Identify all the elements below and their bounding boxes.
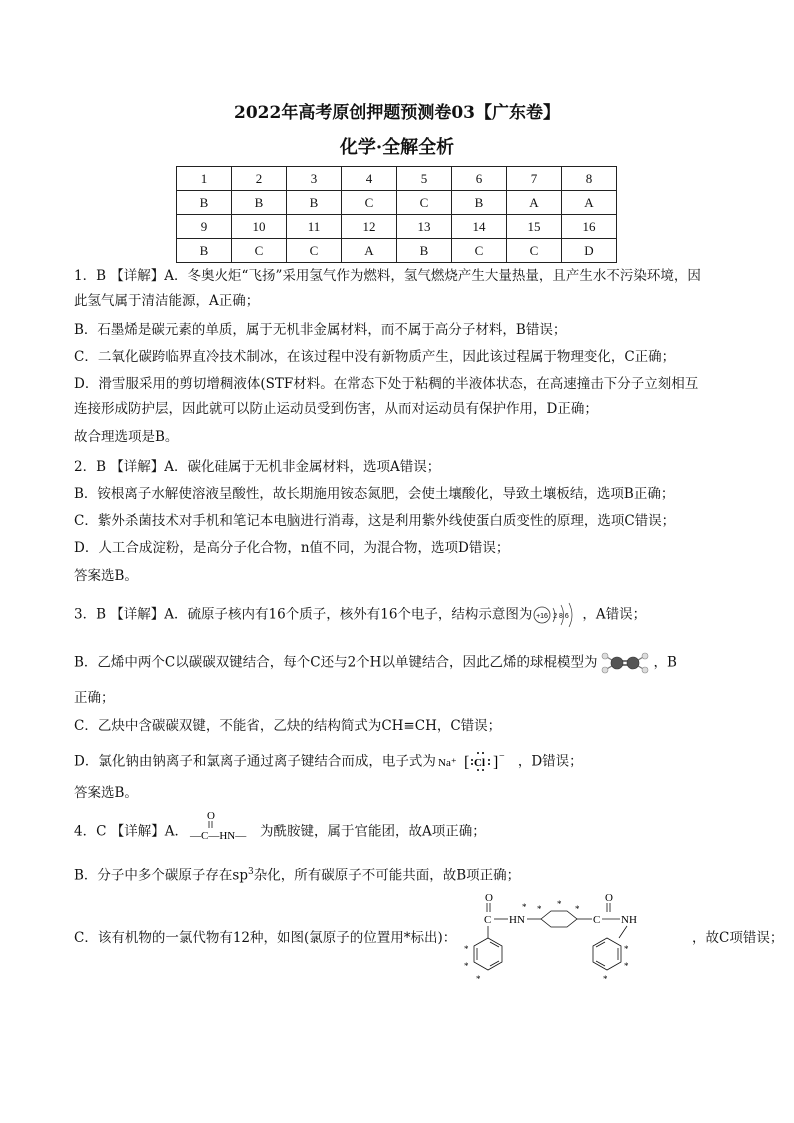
answer-table-cell: C: [342, 191, 397, 215]
sulfur-atom-diagram: [532, 602, 582, 628]
q4-b-text: B．分子中多个碳原子存在sp: [74, 867, 248, 884]
q2-answer: 答案选B。: [74, 568, 138, 584]
mol-star: *: [624, 944, 629, 954]
svg-text:[: [: [463, 754, 470, 771]
mol-star: *: [476, 974, 481, 984]
q1-option-c: C．二氧化碳跨临界直冷技术制冰，在该过程中没有新物质产生，因此该过程属于物理变化，C正确；: [74, 349, 676, 365]
answer-table-cell: C: [507, 239, 562, 263]
answer-table-cell: A: [507, 191, 562, 215]
answer-table-cell: B: [232, 191, 287, 215]
mol-star: *: [464, 944, 469, 954]
mol-star: *: [557, 899, 562, 909]
page-title: 2022年高考原创押题预测卷03【广东卷】: [234, 103, 560, 123]
answer-table-cell: 13: [397, 215, 452, 239]
answer-table-cell: 12: [342, 215, 397, 239]
q3-d-text-end: ，D错误；: [517, 753, 583, 770]
q1-option-d-line2: 连接形成防护层，因此就可以防止运动员受到伤害，从而对运动员有保护作用，D正确；: [74, 401, 598, 417]
mol-star: *: [624, 961, 629, 971]
nacl-electron-formula: [436, 749, 518, 775]
answer-table-cell: 6: [452, 167, 507, 191]
answer-table-number-row: [177, 167, 617, 191]
answer-table-cell: 16: [562, 215, 617, 239]
q3-d-text: D．氯化钠由钠离子和氯离子通过离子键结合而成，电子式为: [74, 753, 436, 770]
ethylene-ball-stick-model: [597, 650, 653, 676]
answer-table-cell: 10: [232, 215, 287, 239]
q1-line1: 1．B 【详解】A．冬奥火炬“飞扬”采用氢气作为燃料，氢气燃烧产生大量热量，且产生水不污染环境，因: [74, 268, 701, 284]
answer-table-answer-row: [177, 239, 617, 263]
mol-star: *: [575, 904, 580, 914]
chloro-derivative-structure: [462, 888, 694, 986]
answer-table-cell: 11: [287, 215, 342, 239]
q4-option-c: [74, 928, 456, 948]
answer-table-cell: C: [397, 191, 452, 215]
mol-nh: NH: [621, 914, 637, 926]
answer-table-cell: 4: [342, 167, 397, 191]
q2-option-b: B．铵根离子水解使溶液呈酸性，故长期施用铵态氮肥，会使土壤酸化，导致土壤板结，选项B正确；: [74, 486, 675, 502]
svg-text:]: ]: [492, 754, 499, 771]
q1-line2: 此氢气属于清洁能源，A正确；: [74, 293, 260, 309]
answer-table-cell: 1: [177, 167, 232, 191]
q2-option-d: D．人工合成淀粉，是高分子化合物，n值不同，为混合物，选项D错误；: [74, 540, 510, 556]
page-subtitle: 化学·全解全析: [339, 137, 455, 158]
q1-answer: 故合理选项是B。: [74, 429, 179, 445]
q3-option-a: [74, 602, 646, 628]
answer-table-cell: 2: [232, 167, 287, 191]
mol-o-right: O: [605, 892, 613, 904]
q3-option-d: [74, 749, 583, 775]
mol-hn: HN: [509, 914, 525, 926]
mol-star: *: [603, 974, 608, 984]
answer-table-answer-row: [177, 191, 617, 215]
mol-star: *: [537, 904, 542, 914]
q1-option-d-line1: D．滑雪服采用的剪切增稠液体(STF材料。在常态下处于粘稠的半液体状态，在高速撞击下分子立刻相互: [74, 376, 699, 392]
q4-a-text-end: 为酰胺键，属于官能团，故A项正确；: [259, 823, 486, 840]
q1-option-b: B．石墨烯是碳元素的单质，属于无机非金属材料，而不属于高分子材料，B错误；: [74, 322, 567, 338]
answer-table-cell: B: [397, 239, 452, 263]
answer-table-cell: 15: [507, 215, 562, 239]
mol-star: *: [464, 961, 469, 971]
q3-b-text-end: ，B: [653, 654, 677, 671]
q3-option-c: C．乙炔中含碳碳双键，不能省，乙炔的结构简式为CH≡CH，C错误；: [74, 718, 502, 734]
answer-table-cell: 14: [452, 215, 507, 239]
answer-table-cell: A: [562, 191, 617, 215]
q3-b-text: B．乙烯中两个C以碳碳双键结合，每个C还与2个H以单键结合，因此乙烯的球棍模型为: [74, 654, 598, 671]
q3-answer: 答案选B。: [74, 785, 138, 801]
amide-chain-label: —C—HN—: [189, 830, 247, 842]
amide-oxygen-label: O: [206, 810, 215, 822]
answer-table-cell: B: [177, 239, 232, 263]
q3-option-b-line2: 正确；: [74, 690, 115, 706]
mol-o-left: O: [485, 892, 493, 904]
chlorine-label: Cl: [473, 757, 485, 769]
q2-option-a: 2．B 【详解】A．碳化硅属于无机非金属材料，选项A错误；: [74, 459, 441, 475]
answer-table-cell: 7: [507, 167, 562, 191]
answer-table-cell: 9: [177, 215, 232, 239]
q4-option-c-end: ，故C项错误；: [692, 930, 784, 946]
q4-b-text-end: 杂化，所有碳原子不可能共面，故B项正确；: [253, 867, 521, 884]
q4-a-text: 4．C 【详解】A．: [74, 823, 188, 840]
q4-c-text: C．该有机物的一氯代物有12种，如图(氯原子的位置用*标出)：: [74, 930, 457, 946]
answer-table-cell: D: [562, 239, 617, 263]
mol-c-right: C: [593, 914, 601, 926]
answer-table-cell: 5: [397, 167, 452, 191]
mol-star: *: [522, 902, 527, 912]
answer-table-cell: B: [452, 191, 507, 215]
q3-option-b: [74, 650, 677, 676]
sodium-ion-label: Na⁺: [437, 757, 457, 769]
q3-a-text: 3．B 【详解】A．硫原子核内有16个质子，核外有16个电子，结构示意图为: [74, 606, 533, 623]
atom-shell-label: 2 8 6: [553, 613, 570, 620]
answer-table-cell: B: [287, 191, 342, 215]
answer-table-cell: 8: [562, 167, 617, 191]
answer-table-cell: C: [287, 239, 342, 263]
answer-table-number-row: [177, 215, 617, 239]
q4-option-a: [74, 810, 486, 844]
amide-bond-structure: [188, 808, 260, 844]
svg-text:−: −: [498, 751, 505, 762]
answer-table: [176, 166, 617, 263]
answer-table-cell: 3: [287, 167, 342, 191]
answer-table-cell: B: [177, 191, 232, 215]
q2-option-c: C．紫外杀菌技术对手机和笔记本电脑进行消毒，这是利用紫外线使蛋白质变性的原理，选项C错误；: [74, 513, 676, 529]
q4-option-b: [74, 862, 520, 886]
answer-table-cell: A: [342, 239, 397, 263]
atom-nucleus-label: +16: [536, 613, 549, 620]
mol-c-left: C: [484, 914, 492, 926]
answer-table-cell: C: [232, 239, 287, 263]
q3-a-text-end: ，A错误；: [582, 606, 647, 623]
q4-b-superscript: 3: [248, 867, 254, 877]
answer-table-cell: C: [452, 239, 507, 263]
